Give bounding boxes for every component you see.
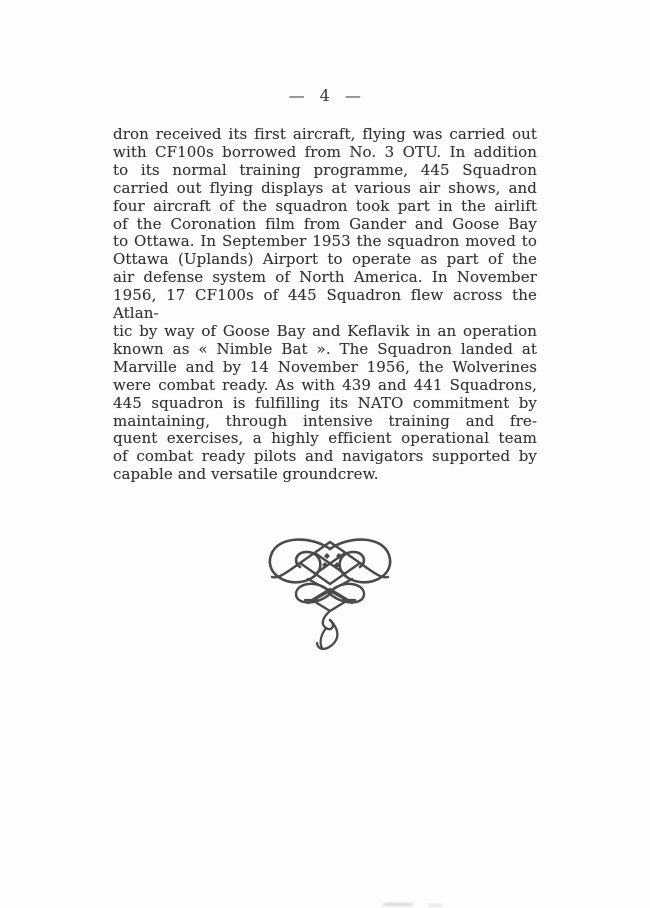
text-line: to its normal training programme, 445 Squadron xyxy=(113,160,537,179)
scan-artifact xyxy=(428,904,442,907)
text-line: of the Coronation film from Gander and Goose Bay xyxy=(113,214,537,233)
text-line: known as « Nimble Bat ». The Squadron landed at xyxy=(113,339,537,358)
text-line: were combat ready. As with 439 and 441 Squadrons, xyxy=(113,375,537,394)
text-line: dron received its first aircraft, flying was carried out xyxy=(113,125,537,143)
text-line: with CF100s borrowed from No. 3 OTU. In addition xyxy=(113,142,537,161)
text-line: Marville and by 14 November 1956, the Wolverines xyxy=(113,357,537,376)
text-line: to Ottawa. In September 1953 the squadron moved to xyxy=(113,232,537,251)
text-line: of combat ready pilots and navigators supported by xyxy=(113,447,537,466)
text-line: 445 squadron is fulfilling its NATO commitment by xyxy=(113,393,537,412)
text-line: quent exercises, a highly efficient operational team xyxy=(113,429,537,448)
text-line: 1956, 17 CF100s of 445 Squadron flew across the Atlan- xyxy=(113,286,537,323)
body-paragraph xyxy=(113,126,537,484)
page-number: — 4 — xyxy=(288,86,362,105)
text-line: air defense system of North America. In November xyxy=(113,268,537,287)
text-line: carried out flying displays at various air shows, and xyxy=(113,178,537,197)
text-line: Ottawa (Uplands) Airport to operate as part of the xyxy=(113,250,537,269)
scan-artifact xyxy=(383,903,413,906)
text-line: four aircraft of the squadron took part in the airlift xyxy=(113,196,537,215)
text-line: capable and versatile groundcrew. xyxy=(113,465,379,484)
text-line: tic by way of Goose Bay and Keflavik in an operation xyxy=(113,321,537,340)
text-line: maintaining, through intensive training and fre- xyxy=(113,411,537,430)
calligraphic-flourish-ornament xyxy=(256,537,404,659)
